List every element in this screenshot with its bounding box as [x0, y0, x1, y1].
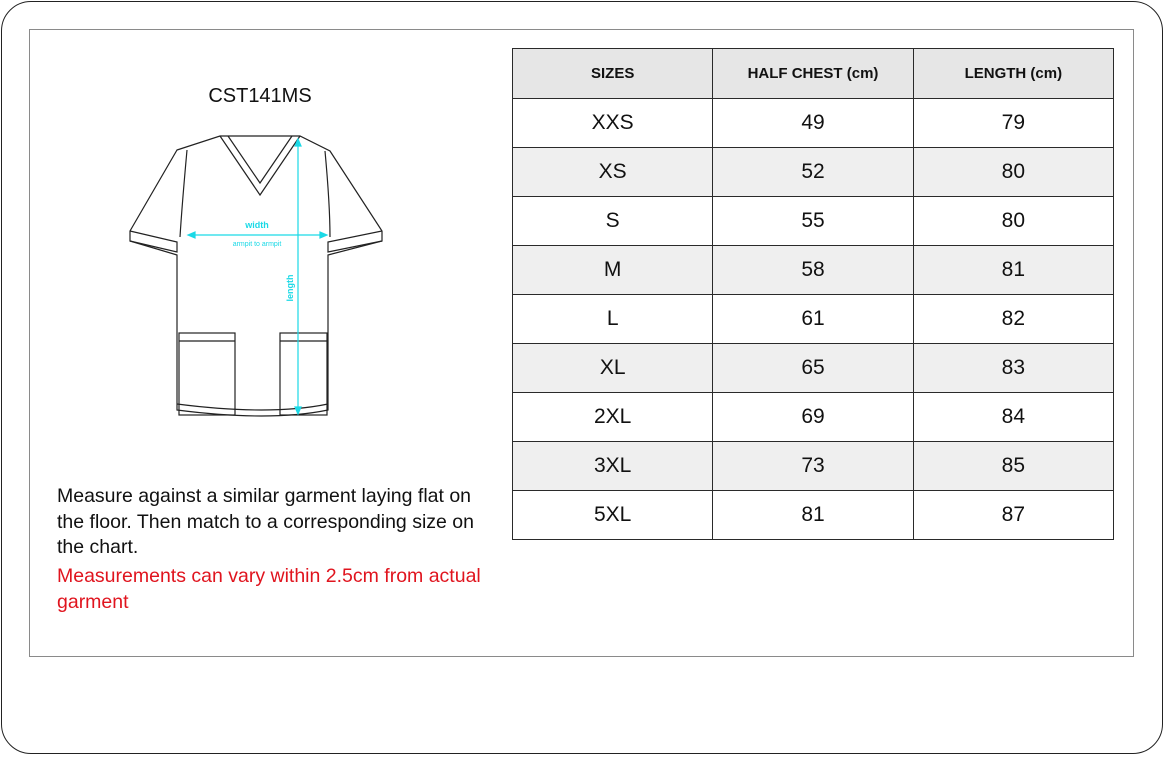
left-sleeve-hem — [130, 231, 177, 252]
size-cell: M — [513, 246, 713, 295]
length-cell: 80 — [913, 148, 1113, 197]
right-pocket — [280, 333, 327, 415]
size-cell: S — [513, 197, 713, 246]
left-pocket — [179, 333, 235, 415]
length-cell: 82 — [913, 295, 1113, 344]
table-row — [513, 344, 1114, 393]
length-cell: 85 — [913, 442, 1113, 491]
length-cell: 87 — [913, 491, 1113, 540]
half-chest-cell: 65 — [713, 344, 913, 393]
size-cell: XS — [513, 148, 713, 197]
length-label: length — [285, 274, 295, 302]
table-row — [513, 442, 1114, 491]
half-chest-cell: 73 — [713, 442, 913, 491]
size-cell: XXS — [513, 99, 713, 148]
table-row — [513, 148, 1114, 197]
table-row — [513, 295, 1114, 344]
measurement-warning: Measurements can vary within 2.5cm from actual garment — [57, 565, 481, 613]
width-sublabel: armpit to armpit — [232, 241, 282, 248]
half-chest-cell: 81 — [713, 491, 913, 540]
header-length: LENGTH (cm) — [913, 49, 1113, 99]
table-row — [513, 491, 1114, 540]
neckline — [220, 136, 300, 195]
half-chest-cell: 55 — [713, 197, 913, 246]
product-code: CST141MS — [208, 85, 312, 107]
garment-diagram — [120, 125, 400, 425]
width-label: width — [245, 220, 269, 230]
half-chest-cell: 52 — [713, 148, 913, 197]
size-chart-header-row — [513, 49, 1114, 99]
measuring-instructions: Measure against a similar garment laying flat on the floor. Then match to a corresponding size on the chart. — [57, 485, 474, 558]
half-chest-cell: 58 — [713, 246, 913, 295]
length-cell: 81 — [913, 246, 1113, 295]
table-row — [513, 99, 1114, 148]
half-chest-cell: 49 — [713, 99, 913, 148]
size-cell: 5XL — [513, 491, 713, 540]
length-cell: 80 — [913, 197, 1113, 246]
table-row — [513, 246, 1114, 295]
right-sleeve-hem — [328, 231, 382, 252]
header-half-chest: HALF CHEST (cm) — [713, 49, 913, 99]
table-row — [513, 197, 1114, 246]
size-chart-table — [512, 48, 1114, 540]
size-cell: XL — [513, 344, 713, 393]
length-cell: 83 — [913, 344, 1113, 393]
table-row — [513, 393, 1114, 442]
size-cell: L — [513, 295, 713, 344]
half-chest-cell: 61 — [713, 295, 913, 344]
length-cell: 79 — [913, 99, 1113, 148]
header-sizes: SIZES — [513, 49, 713, 99]
size-cell: 2XL — [513, 393, 713, 442]
half-chest-cell: 69 — [713, 393, 913, 442]
size-cell: 3XL — [513, 442, 713, 491]
length-cell: 84 — [913, 393, 1113, 442]
